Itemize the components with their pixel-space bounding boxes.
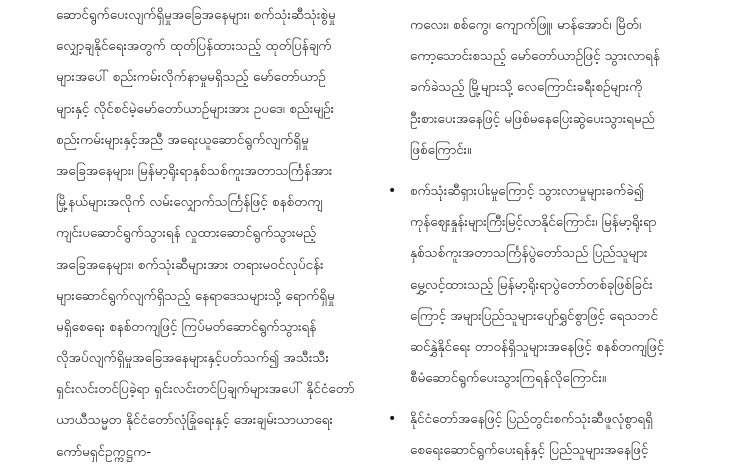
bullet-dot-icon: • xyxy=(388,411,397,428)
bullet-line: မွှေ့လင့်ထားသည့် မြန်မာ့ရိုးရာပွဲတော်တစ်ခုဖြစ်ခြင်း xyxy=(410,276,653,293)
continued-bullet-line: ခက်ခဲသည့် မြို့များသို့ လေကြောင်းခရီးစဉ်များကို xyxy=(410,79,643,96)
paragraph-line: စည်းကမ်းများနှင့်အညီ အရေးယူဆောင်ရွက်လျက်ရှိမှု xyxy=(56,131,309,148)
continued-bullet-line: ဦးစားပေးအနေဖြင့် မဖြစ်မနေပြေးဆွဲပေးသွားရမည် xyxy=(410,110,655,127)
bullet-dot-icon: • xyxy=(388,182,397,199)
paragraph-line: ကျင်းပဆောင်ရွက်သွားရန် လှုထားဆောင်ရွက်သွားမည့် xyxy=(56,225,317,242)
bullet-spacer xyxy=(388,166,724,176)
left-column xyxy=(56,0,363,468)
right-column xyxy=(388,10,724,467)
paragraph-line: များအပေါ် စည်းကမ်းလိုက်နာမှုမရှိသည့် မော်တော်ယာဉ် xyxy=(56,69,326,86)
paragraph-line: ကော်မရှင်ဥက္ကဋ္ဌက- xyxy=(56,443,152,460)
bullet-line: စီမံဆောင်ရွက်ပေးသွားကြရန်လိုကြောင်း။ xyxy=(410,370,607,387)
continued-bullet-line: ကော့သောင်းစသည့် မော်တော်ယာဉ်ဖြင့် သွားလာရန် xyxy=(410,48,660,65)
bullet-item-fuel-shortage xyxy=(388,176,724,207)
bullet-spacer xyxy=(388,394,724,404)
bullet-item-state-supply xyxy=(388,404,724,435)
continued-bullet-line: ကလေး၊ စစ်ကွေ၊ ကျောက်ဖြူ၊ မာန်အောင်၊ မြိတ်၊ xyxy=(410,17,642,33)
paragraph-line: မရှိစေရေး စနစ်တကျဖြင့် ကြပ်မတ်ဆောင်ရွက်သွားရန် xyxy=(56,318,317,335)
bullet-line: စေရေးဆောင်ရွက်ပေးရန်နှင့် ပြည်သူများအနေဖြင့် xyxy=(410,442,649,459)
bullet-line: ကုန်ဈေးနှုန်းများကြီးမြင့်လာနိုင်ကြောင်း၊ မြန်မာ့ရိုးရာ xyxy=(410,214,657,231)
paragraph-line: လိုအပ်လျက်ရှိမှုအခြေအနေများနှင့်ပတ်သက်၍ အသီးသီး xyxy=(56,350,329,367)
paragraph-line: များဆောင်ရွက်လျက်ရှိသည့် နေရာဒေသများသို့ ရောက်ရှိမှု xyxy=(56,287,335,304)
paragraph-line: များနှင့် လိုင်စင်မဲ့မော်တော်ယာဉ်များအား ဥပဒေ၊ စည်းမျဉ်း xyxy=(56,100,335,117)
paragraph-line: ရှင်းလင်းတင်ပြခဲ့ရာ ရှင်းလင်းတင်ပြချက်များအပေါ် နိုင်ငံတော် xyxy=(56,381,355,398)
bullet-text: နိုင်ငံတော်အနေဖြင့် ပြည်တွင်းစက်သုံးဆီဖူလုံစွာရရှိ xyxy=(410,411,653,428)
paragraph-line: မြို့နယ်များအလိုက် လမ်းလျှောက်သင်္ကြန်ဖြင့် စနစ်တကျ xyxy=(56,194,323,211)
paragraph-line: ဆောင်ရွက်ပေးလျက်ရှိမှုအခြေအနေများ၊ စက်သုံးဆီသုံးစွဲမှု xyxy=(56,7,336,23)
paragraph-line: အခြေအနေများ၊ မြန်မာ့ရိုးရာနှစ်သစ်ကူးအတာသင်္ကြန်အား xyxy=(56,162,333,179)
bullet-text: စက်သုံးဆီရှားပါးမှုကြောင့် သွားလာမှုများခက်ခဲ၍ xyxy=(410,182,644,199)
paragraph-line: ယာယီသမ္မတ နိုင်ငံတော်လုံခြုံရေးနှင့် အေးချမ်းသာယာရေး xyxy=(56,412,333,429)
bullet-line: ဆင်နွှဲနိုင်ရေး တာဝန်ရှိသူများအနေဖြင့် စနစ်တကျဖြင့် xyxy=(410,338,665,355)
bullet-line: ကြောင့် အများပြည်သူများပျော်ရွှင်စွာဖြင့် ရေသဘင် xyxy=(410,307,658,324)
paragraph-line: လျှော့ချနိုင်ရေးအတွက် ထုတ်ပြန်ထားသည့် ထုတ်ပြန်ချက် xyxy=(56,38,332,55)
paragraph-line: အခြေအနေများ၊ စက်သုံးဆီများအား တရားမဝင်လုပ်ငန်း xyxy=(56,256,324,273)
bullet-line: နှစ်သစ်ကူးအတာသင်္ကြန်ပွဲတော်သည် ပြည်သူများ xyxy=(410,245,648,262)
continued-bullet-line: ဖြစ်ကြောင်း။ xyxy=(410,141,472,158)
